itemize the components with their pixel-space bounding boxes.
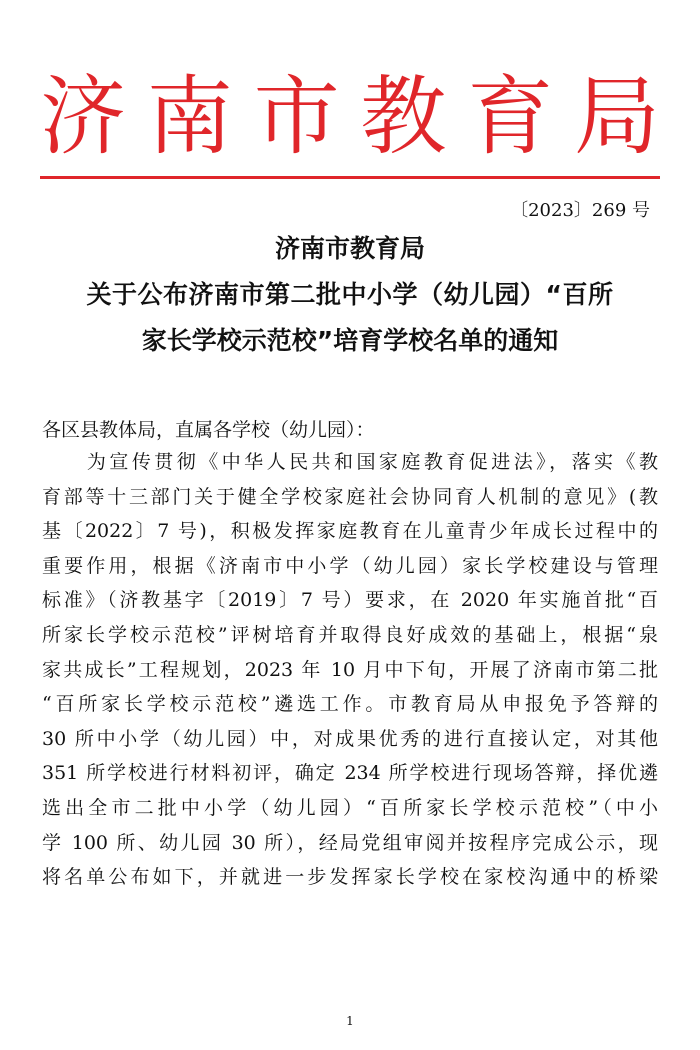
masthead-char: 济	[40, 67, 126, 167]
body-line: 育部等十三部门关于健全学校家庭社会协同育人机制的意见》(教	[42, 485, 658, 508]
body-text	[42, 445, 658, 895]
masthead-char: 南	[146, 67, 233, 167]
masthead-title	[40, 62, 660, 172]
title-line-2: 关于公布济南市第二批中小学（幼儿园）“百所	[86, 280, 614, 309]
body-line: 所家长学校示范校”评树培育并取得良好成效的基础上，根据“泉	[42, 623, 658, 646]
body-line: 为宣传贯彻《中华人民共和国家庭教育促进法》，落实《教	[42, 451, 658, 473]
title-line-1: 济南市教育局	[274, 234, 425, 263]
body-line: 351 所学校进行材料初评，确定 234 所学校进行现场答辩，择优遴	[42, 762, 658, 785]
title-line-3: 家长学校示范校”培育学校名单的通知	[141, 326, 559, 355]
masthead-char: 教	[360, 67, 447, 167]
body-line: 基〔2022〕7 号)，积极发挥家庭教育在儿童青少年成长过程中的	[42, 520, 658, 543]
masthead-char: 育	[467, 67, 554, 167]
masthead-divider	[40, 176, 660, 179]
masthead-char: 市	[253, 67, 340, 167]
page-number: 1	[346, 1014, 354, 1028]
body-line: “百所家长学校示范校”遴选工作。市教育局从申报免予答辩的	[42, 693, 658, 716]
body-line: 重要作用，根据《济南市中小学（幼儿园）家长学校建设与管理	[42, 554, 658, 577]
salutation: 各区县教体局，直属各学校（幼儿园）：	[42, 419, 375, 441]
body-line: 将名单公布如下，并就进一步发挥家长学校在家校沟通中的桥梁	[42, 866, 658, 889]
body-line: 学 100 所、幼儿园 30 所），经局党组审阅并按程序完成公示，现	[42, 831, 658, 854]
body-line: 家共成长”工程规划，2023 年 10 月中下旬，开展了济南市第二批	[42, 658, 658, 681]
body-line: 标准》（济教基字〔2019〕7 号）要求，在 2020 年实施首批“百	[42, 589, 658, 612]
masthead-char: 局	[573, 67, 660, 167]
document-number: 〔2023〕269 号	[510, 200, 650, 221]
body-line: 30 所中小学（幼儿园）中，对成果优秀的进行直接认定，对其他	[42, 727, 658, 750]
body-line: 选出全市二批中小学（幼儿园）“百所家长学校示范校”（中小	[42, 796, 658, 819]
